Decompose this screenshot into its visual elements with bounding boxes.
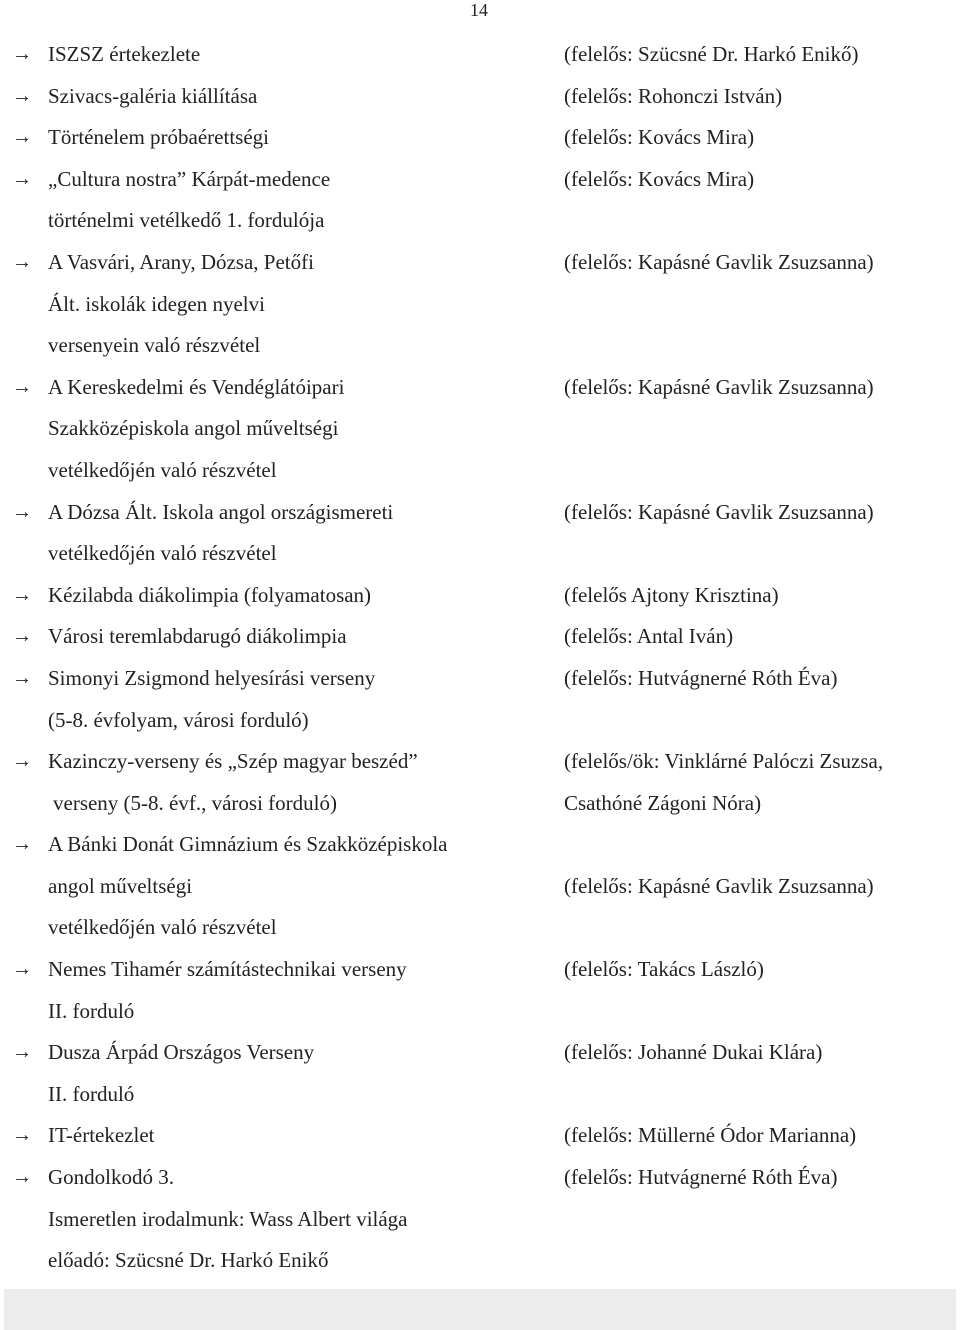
event-title: Kazinczy-verseny és „Szép magyar beszéd”: [48, 749, 418, 774]
event-title: II. forduló: [48, 1081, 135, 1106]
arrow-bullet-icon: →: [12, 625, 32, 648]
event-title: (5-8. évfolyam, városi forduló): [48, 707, 309, 732]
event-title: Ált. iskolák idegen nyelvi: [48, 291, 265, 316]
arrow-bullet-icon: →: [12, 958, 32, 981]
event-title: előadó: Szücsné Dr. Harkó Enikő: [48, 1248, 329, 1273]
event-title: IT-értekezlet: [48, 1123, 155, 1148]
arrow-bullet-icon: →: [12, 833, 32, 856]
arrow-bullet-icon: →: [12, 167, 32, 190]
event-responsible: (felelős: Kovács Mira): [564, 166, 755, 191]
event-title: A Dózsa Ált. Iskola angol országismereti: [48, 499, 394, 524]
arrow-bullet-icon: →: [12, 375, 32, 398]
event-title: A Bánki Donát Gimnázium és Szakközépiskola: [48, 832, 448, 857]
event-row: [0, 325, 960, 367]
event-row: [0, 1199, 960, 1241]
event-responsible: (felelős: Rohonczi István): [564, 83, 783, 108]
event-row: [0, 1074, 960, 1116]
event-row: [0, 200, 960, 242]
event-responsible: (felelős: Takács László): [564, 957, 764, 982]
event-row: [0, 533, 960, 575]
footer-bar: [4, 1289, 956, 1330]
arrow-bullet-icon: →: [12, 84, 32, 107]
event-row: [0, 741, 960, 783]
event-row: [0, 76, 960, 118]
arrow-bullet-icon: →: [12, 250, 32, 273]
arrow-bullet-icon: →: [12, 583, 32, 606]
event-responsible: (felelős: Szücsné Dr. Harkó Enikő): [564, 42, 859, 66]
event-title: Történelem próbaérettségi: [48, 125, 269, 150]
arrow-bullet-icon: →: [12, 1041, 32, 1064]
event-title: Gondolkodó 3.: [48, 1165, 174, 1190]
event-title: A Kereskedelmi és Vendéglátóipari: [48, 374, 345, 399]
event-title: angol műveltségi: [48, 873, 193, 898]
event-responsible: (felelős Ajtony Krisztina): [564, 582, 779, 607]
event-title: A Vasvári, Arany, Dózsa, Petőfi: [48, 249, 314, 274]
event-title: Nemes Tihamér számítástechnikai verseny: [48, 957, 407, 982]
event-row: [0, 783, 960, 825]
event-title: verseny (5-8. évf., városi forduló): [53, 790, 337, 815]
event-row: [0, 408, 960, 450]
event-row: [0, 159, 960, 201]
event-title: II. forduló: [48, 998, 135, 1023]
event-row: [0, 949, 960, 991]
event-row: [0, 575, 960, 617]
event-title: vetélkedőjén való részvétel: [48, 541, 277, 566]
event-responsible: Csathóné Zágoni Nóra): [564, 790, 762, 815]
event-row: [0, 1240, 960, 1282]
event-row: [0, 991, 960, 1033]
event-title: „Cultura nostra” Kárpát-medence: [48, 166, 331, 191]
event-row: [0, 34, 960, 76]
event-title: Simonyi Zsigmond helyesírási verseny: [48, 665, 376, 690]
event-title: Szakközépiskola angol műveltségi: [48, 416, 339, 441]
event-row: [0, 1115, 960, 1157]
event-row: [0, 1157, 960, 1199]
arrow-bullet-icon: →: [12, 666, 32, 689]
arrow-bullet-icon: →: [12, 126, 32, 149]
event-row: [0, 824, 960, 866]
event-list: [0, 34, 960, 1282]
event-row: [0, 907, 960, 949]
arrow-bullet-icon: →: [12, 500, 32, 523]
event-responsible: (felelős: Johanné Dukai Klára): [564, 1040, 823, 1065]
arrow-bullet-icon: →: [12, 750, 32, 773]
event-row: [0, 700, 960, 742]
event-row: [0, 658, 960, 700]
event-responsible: (felelős: Hutvágnerné Róth Éva): [564, 665, 838, 690]
event-title: vetélkedőjén való részvétel: [48, 457, 277, 482]
event-title: vetélkedőjén való részvétel: [48, 915, 277, 940]
event-title: Dusza Árpád Országos Verseny: [48, 1040, 315, 1065]
event-title: történelmi vetélkedő 1. fordulója: [48, 208, 325, 233]
event-row: [0, 117, 960, 159]
event-responsible: (felelős: Müllerné Ódor Marianna): [564, 1123, 857, 1148]
event-title: Ismeretlen irodalmunk: Wass Albert világa: [48, 1206, 408, 1231]
event-row: [0, 242, 960, 284]
event-row: [0, 492, 960, 534]
event-responsible: (felelős: Hutvágnerné Róth Éva): [564, 1165, 838, 1190]
event-responsible: (felelős: Kapásné Gavlik Zsuzsanna): [564, 249, 874, 274]
event-title: versenyein való részvétel: [48, 333, 261, 358]
event-row: [0, 450, 960, 492]
event-title: Szivacs-galéria kiállítása: [48, 83, 258, 108]
arrow-bullet-icon: →: [12, 1166, 32, 1189]
event-responsible: (felelős: Kapásné Gavlik Zsuzsanna): [564, 873, 874, 898]
arrow-bullet-icon: →: [12, 1124, 32, 1147]
event-row: [0, 1032, 960, 1074]
event-row: [0, 866, 960, 908]
event-responsible: (felelős: Antal Iván): [564, 624, 734, 649]
event-row: [0, 284, 960, 326]
event-row: [0, 367, 960, 409]
page-number: 14: [470, 0, 488, 20]
event-title: ISZSZ értekezlete: [48, 42, 201, 66]
event-row: [0, 616, 960, 658]
event-responsible: (felelős: Kovács Mira): [564, 125, 755, 150]
arrow-bullet-icon: →: [12, 43, 32, 65]
event-responsible: (felelős/ök: Vinklárné Palóczi Zsuzsa,: [564, 749, 884, 774]
event-title: Városi teremlabdarugó diákolimpia: [48, 624, 347, 649]
event-responsible: (felelős: Kapásné Gavlik Zsuzsanna): [564, 499, 874, 524]
event-title: Kézilabda diákolimpia (folyamatosan): [48, 582, 372, 607]
event-responsible: (felelős: Kapásné Gavlik Zsuzsanna): [564, 374, 874, 399]
